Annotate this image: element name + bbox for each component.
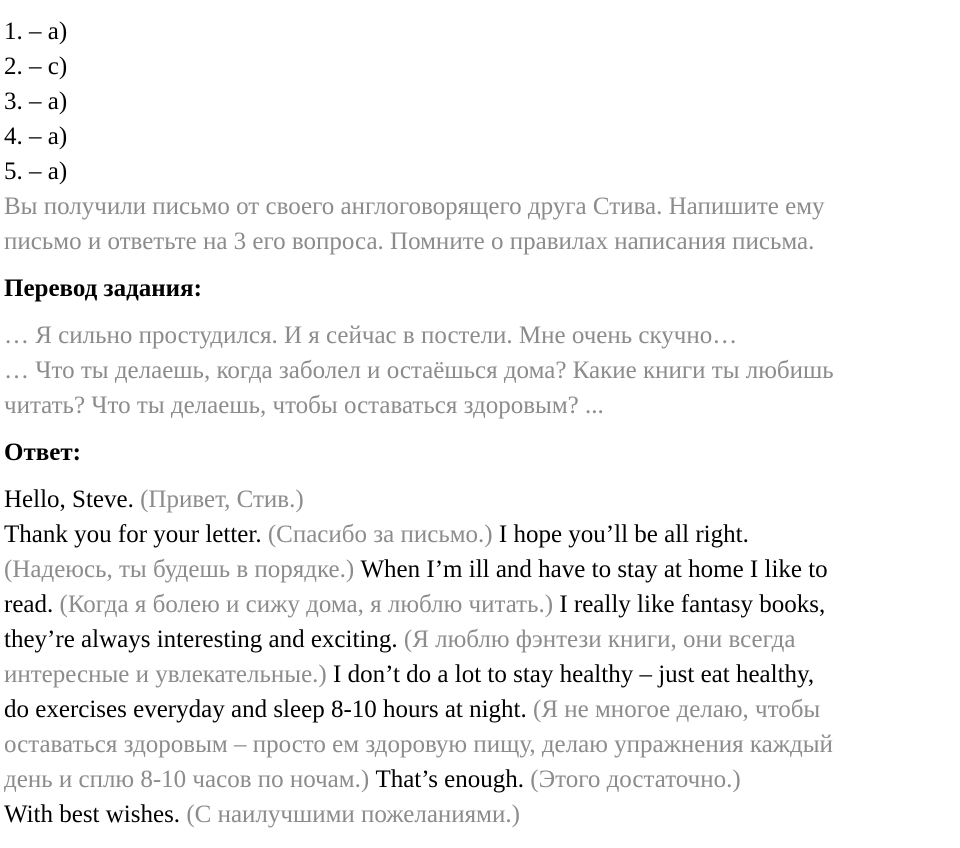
english-text: I don’t do a lot to stay healthy – just eat healthy,: [326, 661, 815, 688]
letter-line: [4, 727, 956, 762]
letter-line: [4, 622, 956, 657]
answer-key-item: 1. – a): [4, 18, 68, 45]
russian-translation: (Привет, Стив.): [133, 486, 304, 513]
answer-key-list: [4, 14, 956, 189]
english-text: I really like fantasy books,: [553, 591, 826, 618]
letter-line: [4, 517, 956, 552]
letter-line: [4, 657, 956, 692]
russian-translation: (Когда я болею и сижу дома, я люблю читать.): [53, 591, 554, 618]
russian-translation: (Я не многое делаю, чтобы: [526, 696, 821, 723]
translation-line: … Я сильно простудился. И я сейчас в постели. Мне очень скучно…: [4, 322, 738, 349]
russian-translation: (Надеюсь, ты будешь в порядке.): [4, 556, 355, 583]
letter-line: [4, 692, 956, 727]
english-text: When I’m ill and have to stay at home I like to: [354, 556, 828, 583]
answer-key-item: 5. – a): [4, 158, 68, 185]
english-text: That’s enough.: [369, 766, 525, 793]
english-text: read.: [4, 591, 54, 618]
russian-translation: интересные и увлекательные.): [4, 661, 327, 688]
russian-translation: день и сплю 8-10 часов по ночам.): [4, 766, 370, 793]
task-line: письмо и ответьте на 3 его вопроса. Помните о правилах написания письма.: [4, 228, 815, 255]
answer-key-item: 2. – c): [4, 53, 68, 80]
answer-key-item: 3. – a): [4, 88, 68, 115]
letter-line: [4, 762, 956, 797]
english-text: do exercises everyday and sleep 8-10 hours at night.: [4, 696, 527, 723]
russian-translation: (Спасибо за письмо.): [261, 521, 493, 548]
letter-line: [4, 587, 956, 622]
english-text: they’re always interesting and exciting.: [4, 626, 398, 653]
russian-translation: (С наилучшими пожеланиями.): [180, 801, 520, 828]
translation-text: [4, 318, 956, 423]
english-text: I hope you’ll be all right.: [492, 521, 749, 548]
english-text: Thank you for your letter.: [4, 521, 262, 548]
letter-line: [4, 797, 956, 832]
answer-heading: Ответ:: [4, 439, 81, 466]
answer-key-item: 4. – a): [4, 123, 68, 150]
russian-translation: оставаться здоровым – просто ем здоровую пищу, делаю упражнения каждый: [4, 731, 833, 758]
russian-translation: (Я люблю фэнтези книги, они всегда: [397, 626, 796, 653]
english-text: Hello, Steve.: [4, 486, 134, 513]
letter-line: [4, 552, 956, 587]
translation-heading: Перевод задания:: [4, 275, 202, 302]
russian-translation: (Этого достаточно.): [524, 766, 741, 793]
task-text: [4, 189, 956, 259]
letter-line: [4, 482, 956, 517]
translation-line: … Что ты делаешь, когда заболел и остаёшься дома? Какие книги ты любишь: [4, 357, 834, 384]
translation-line: читать? Что ты делаешь, чтобы оставаться здоровым? ...: [4, 392, 604, 419]
english-text: With best wishes.: [4, 801, 181, 828]
answer-letter: [4, 482, 956, 832]
task-line: Вы получили письмо от своего англоговорящего друга Стива. Напишите ему: [4, 193, 825, 220]
